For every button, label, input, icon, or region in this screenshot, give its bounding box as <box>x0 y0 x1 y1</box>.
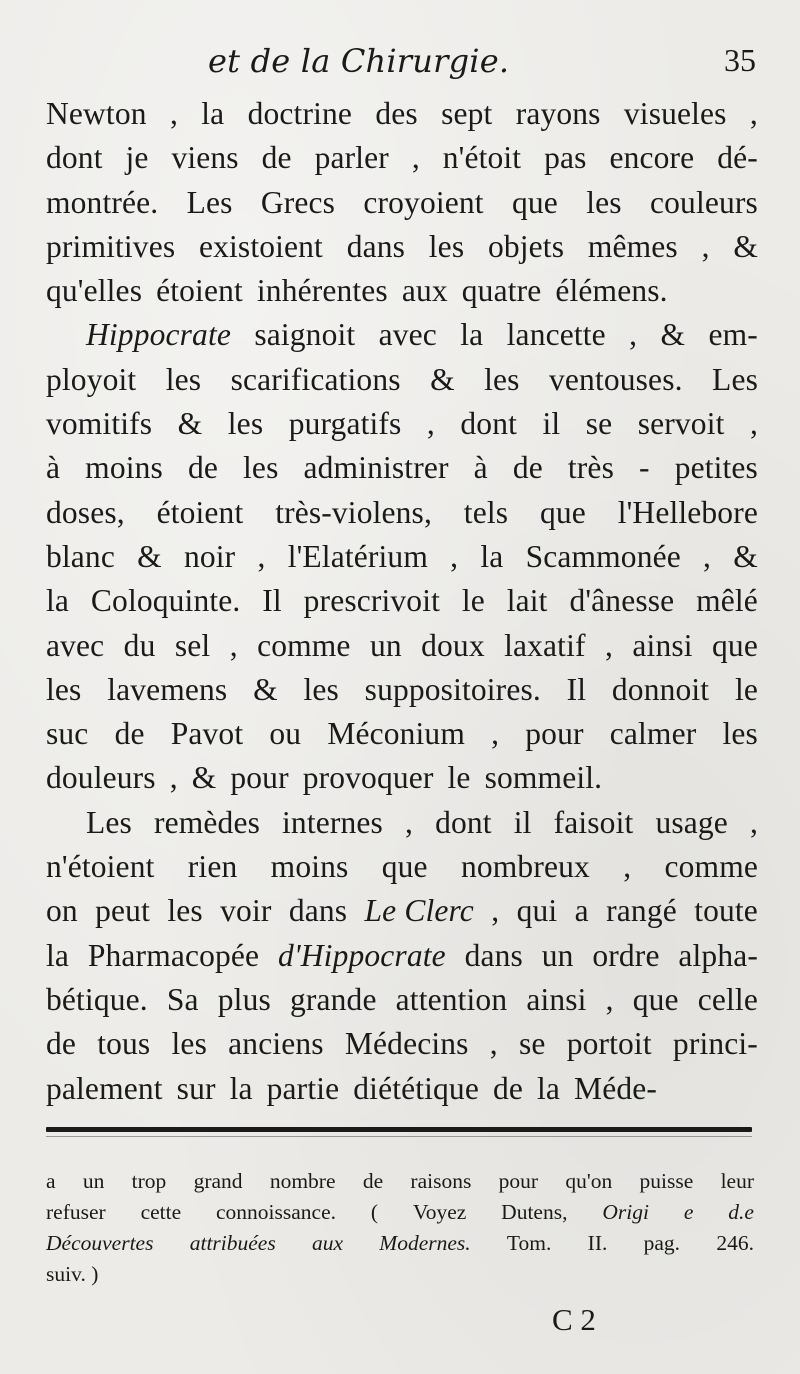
word: voir <box>220 893 272 929</box>
word: , <box>605 627 614 663</box>
word: , <box>426 406 435 442</box>
word: dans <box>288 893 348 929</box>
word: & <box>177 406 203 442</box>
word: , <box>257 538 266 574</box>
word: rien <box>187 849 238 885</box>
word: aux <box>401 273 448 309</box>
word: de <box>114 716 145 752</box>
word: , <box>749 96 758 131</box>
footnote-word: trop <box>131 1169 167 1193</box>
word: purgatifs <box>288 406 402 442</box>
footnote-word: ( <box>370 1200 379 1224</box>
text-line <box>46 225 758 269</box>
word: , <box>229 627 238 663</box>
word: blanc <box>46 538 115 574</box>
word: il <box>513 804 532 840</box>
word: , <box>623 849 632 885</box>
word: existoient <box>198 228 323 264</box>
word: ou <box>269 716 302 752</box>
text-line <box>46 668 758 712</box>
footnote-word: refuser <box>46 1200 106 1224</box>
word: laxatif <box>504 627 586 663</box>
word: qui <box>516 893 558 929</box>
word: saignoit <box>254 317 356 353</box>
word: faisoit <box>553 804 634 840</box>
footnote-word: un <box>82 1169 105 1193</box>
word: que <box>712 627 758 663</box>
word: que <box>539 494 586 530</box>
word: la <box>46 583 70 619</box>
word: portoit <box>566 1026 652 1062</box>
word: palement <box>46 1070 163 1106</box>
word: administrer <box>303 450 449 486</box>
word: dont <box>460 406 517 442</box>
word: Méconium <box>327 716 465 752</box>
word: montrée. <box>46 184 159 220</box>
word: dé- <box>717 140 758 176</box>
word: Grecs <box>260 184 336 220</box>
word: d'Hippocrate <box>278 937 446 973</box>
word: peut <box>95 893 150 929</box>
page-number: 35 <box>724 42 756 78</box>
word: les <box>171 1026 207 1062</box>
word: anciens <box>228 1026 324 1062</box>
running-head <box>46 42 756 86</box>
word: lait <box>506 583 548 619</box>
word: les <box>227 406 264 442</box>
word: Les <box>712 361 758 397</box>
text-line <box>46 491 758 535</box>
word: lancette <box>506 317 606 353</box>
word: encore <box>609 140 695 176</box>
text-line <box>46 889 758 933</box>
word: de <box>261 140 292 176</box>
footnote-line <box>46 1228 754 1259</box>
word: à <box>46 450 61 486</box>
word: la <box>229 1070 253 1106</box>
word: étoient <box>156 494 244 530</box>
word: & <box>430 361 455 397</box>
word: vomitifs <box>46 406 153 442</box>
word: n'étoient <box>46 849 155 885</box>
footnote-word: Modernes. <box>379 1231 471 1255</box>
word: calmer <box>609 716 697 752</box>
word: élémens. <box>555 273 668 309</box>
word: moins <box>270 849 349 885</box>
word: que <box>381 849 428 885</box>
word: suc <box>46 716 89 752</box>
word: internes <box>282 804 383 840</box>
word: très-violens, <box>275 494 432 530</box>
text-line <box>46 845 758 889</box>
word: les <box>722 716 758 752</box>
word: , <box>450 538 459 574</box>
word: ainsi <box>632 627 693 663</box>
word: scarifications <box>230 361 401 397</box>
word: se <box>518 1026 546 1062</box>
word: de <box>187 450 218 486</box>
footnote-word: pag. <box>643 1231 681 1255</box>
word: la <box>537 1070 561 1106</box>
word: la <box>201 96 225 131</box>
word: a <box>574 893 589 929</box>
word: les <box>586 184 622 220</box>
word: d'ânesse <box>569 583 675 619</box>
word: que <box>632 981 679 1017</box>
word: les <box>167 893 203 929</box>
word: tous <box>97 1026 151 1062</box>
word: un <box>541 937 574 973</box>
signature-mark: C 2 <box>552 1302 596 1337</box>
word: attention <box>395 981 508 1017</box>
footnote-word: 246. <box>716 1231 754 1255</box>
word: dont <box>46 140 103 176</box>
word: Le Clerc <box>364 893 474 929</box>
word: rangé <box>606 893 677 929</box>
word: Méde- <box>574 1070 658 1106</box>
word: les <box>303 671 339 707</box>
word: les <box>46 671 82 707</box>
text-line <box>46 756 758 800</box>
word: Sa <box>166 981 199 1017</box>
word: avec <box>378 317 437 353</box>
word: doses, <box>46 494 125 530</box>
word: du <box>123 627 156 663</box>
word: grande <box>289 981 377 1017</box>
word: les <box>484 361 520 397</box>
word: dans <box>346 228 406 264</box>
word: viens <box>171 140 239 176</box>
word: primitives <box>46 228 176 264</box>
footnote <box>46 1166 754 1290</box>
word: , <box>169 96 178 131</box>
footnote-line <box>46 1166 754 1197</box>
word: couleurs <box>650 184 758 220</box>
text-line <box>46 269 758 313</box>
word: sur <box>176 1070 216 1106</box>
word: donnoit <box>611 671 710 707</box>
word: , <box>489 1026 498 1062</box>
word: Les <box>186 184 233 220</box>
text-line <box>46 92 758 136</box>
word: un <box>369 627 402 663</box>
text-line <box>46 1022 758 1066</box>
word: plus <box>217 981 271 1017</box>
footnote-line <box>46 1197 754 1228</box>
footnote-rule-shadow <box>46 1136 752 1137</box>
text-line <box>46 934 758 978</box>
word: moins <box>85 450 163 486</box>
word: la <box>460 317 484 353</box>
footnote-word: nombre <box>269 1169 336 1193</box>
text-line <box>46 136 758 180</box>
footnote-word: Découvertes <box>46 1231 154 1255</box>
word: , <box>701 228 710 264</box>
word: Il <box>566 671 587 707</box>
footnote-word: de <box>362 1169 384 1193</box>
word: , <box>703 538 712 574</box>
word: princi- <box>672 1026 758 1062</box>
word: , <box>749 804 758 840</box>
word: il <box>542 406 561 442</box>
word: Pharmacopée <box>87 937 260 973</box>
word: le <box>447 760 471 796</box>
word: à <box>473 450 488 486</box>
word: petites <box>674 450 758 486</box>
running-title: et de la Chirurgie. <box>208 42 510 80</box>
word: tels <box>463 494 509 530</box>
word: des <box>375 96 418 131</box>
word: suppositoires. <box>364 671 541 707</box>
word: les <box>165 361 202 397</box>
text-line <box>46 624 758 668</box>
word: comme <box>257 627 351 663</box>
word: de <box>492 1070 523 1106</box>
word: avec <box>46 627 105 663</box>
word: les <box>243 450 279 486</box>
text-line <box>46 181 758 225</box>
footnote-word: II. <box>587 1231 608 1255</box>
footnote-word: Tom. <box>506 1231 552 1255</box>
word: mêlé <box>696 583 758 619</box>
footnote-word: pour <box>498 1169 539 1193</box>
word: , <box>605 981 614 1017</box>
word: ployoit <box>46 361 137 397</box>
word: & <box>137 538 162 574</box>
footnote-word: connoissance. <box>216 1200 337 1224</box>
word: la <box>480 538 504 574</box>
word: Hippocrate <box>86 317 231 353</box>
word: le <box>734 671 758 707</box>
word: ainsi <box>526 981 587 1017</box>
footnote-word: attribuées <box>189 1231 276 1255</box>
footnote-word: raisons <box>410 1169 472 1193</box>
footnote-word: a <box>46 1169 56 1193</box>
word: très <box>567 450 614 486</box>
word: mêmes <box>587 228 678 264</box>
text-line <box>46 358 758 402</box>
word: de <box>512 450 543 486</box>
word: n'étoit <box>442 140 522 176</box>
text-line <box>46 579 758 623</box>
footnote-word: d.e <box>728 1200 754 1224</box>
word: Coloquinte. <box>90 583 241 619</box>
word: ordre <box>592 937 660 973</box>
word: croyoient <box>363 184 484 220</box>
word: Scammonée <box>525 538 681 574</box>
footnote-word: puisse <box>639 1169 694 1193</box>
word: pas <box>544 140 587 176</box>
word: remèdes <box>153 804 260 840</box>
word: nombreux <box>460 849 590 885</box>
word: que <box>512 184 558 220</box>
word: pour <box>230 760 289 796</box>
word: servoit <box>637 406 725 442</box>
footnote-word: cette <box>140 1200 182 1224</box>
word: visueles <box>623 96 727 131</box>
word: doux <box>421 627 485 663</box>
footnote-word: leur <box>720 1169 754 1193</box>
word: bétique. <box>46 981 148 1017</box>
word: objets <box>487 228 565 264</box>
text-line <box>46 313 758 357</box>
word: quatre <box>461 273 542 309</box>
word: usage <box>655 804 728 840</box>
word: , <box>411 140 420 176</box>
word: qu'elles <box>46 273 143 309</box>
word: sommeil. <box>484 760 603 796</box>
text-line <box>46 1067 758 1111</box>
word: étoient <box>156 273 243 309</box>
word: rayons <box>515 96 601 131</box>
word: pour <box>525 716 584 752</box>
text-line <box>46 978 758 1022</box>
word: Médecins <box>344 1026 469 1062</box>
word: & <box>733 538 758 574</box>
word: Les <box>86 804 132 840</box>
text-line <box>46 446 758 490</box>
word: & <box>660 317 686 353</box>
word: prescrivoit <box>303 583 441 619</box>
word: on <box>46 893 78 929</box>
word: toute <box>694 893 758 929</box>
word: provoquer <box>302 760 434 796</box>
word: diététique <box>353 1070 479 1106</box>
word: noir <box>183 538 236 574</box>
word: je <box>125 140 149 176</box>
footnote-word: qu'on <box>565 1169 613 1193</box>
word: dans <box>464 937 523 973</box>
word: & <box>191 760 217 796</box>
word: Newton <box>46 96 147 131</box>
word: & <box>733 228 758 264</box>
word: sept <box>441 96 493 131</box>
word: comme <box>664 849 758 885</box>
word: l'Hellebore <box>617 494 758 530</box>
word: , <box>491 716 500 752</box>
word: la <box>46 937 70 973</box>
word: le <box>461 583 485 619</box>
word: - <box>639 450 650 486</box>
word: Pavot <box>170 716 244 752</box>
word: , <box>169 760 178 796</box>
footnote-rule <box>46 1127 752 1132</box>
footnote-word: grand <box>193 1169 243 1193</box>
word: alpha- <box>678 937 758 973</box>
word: , <box>491 893 500 929</box>
text-line <box>46 801 758 845</box>
word: & <box>253 671 278 707</box>
word: partie <box>266 1070 340 1106</box>
word: l'Elatérium <box>287 538 428 574</box>
word: douleurs <box>46 760 156 796</box>
footnote-word: Dutens, <box>501 1200 568 1224</box>
footnote-word: e <box>683 1200 694 1224</box>
word: em- <box>708 317 758 353</box>
bleed-through-text <box>60 0 760 40</box>
word: , <box>749 406 758 442</box>
word: , <box>629 317 638 353</box>
body-text <box>46 92 758 1111</box>
word: doctrine <box>247 96 353 131</box>
word: se <box>585 406 613 442</box>
word: ventouses. <box>549 361 683 397</box>
word: Il <box>262 583 282 619</box>
word: parler <box>314 140 389 176</box>
footnote-word: Origi <box>602 1200 649 1224</box>
word: celle <box>697 981 758 1017</box>
footnote-line: suiv. ) <box>46 1262 99 1286</box>
footnote-word: aux <box>311 1231 344 1255</box>
word: sel <box>174 627 211 663</box>
word: de <box>46 1026 77 1062</box>
text-line <box>46 402 758 446</box>
word: les <box>428 228 465 264</box>
text-line <box>46 712 758 756</box>
word: lavemens <box>107 671 228 707</box>
word: , <box>405 804 414 840</box>
word: inhérentes <box>256 273 388 309</box>
text-line <box>46 535 758 579</box>
word: dont <box>435 804 492 840</box>
footnote-word: Voyez <box>412 1200 467 1224</box>
